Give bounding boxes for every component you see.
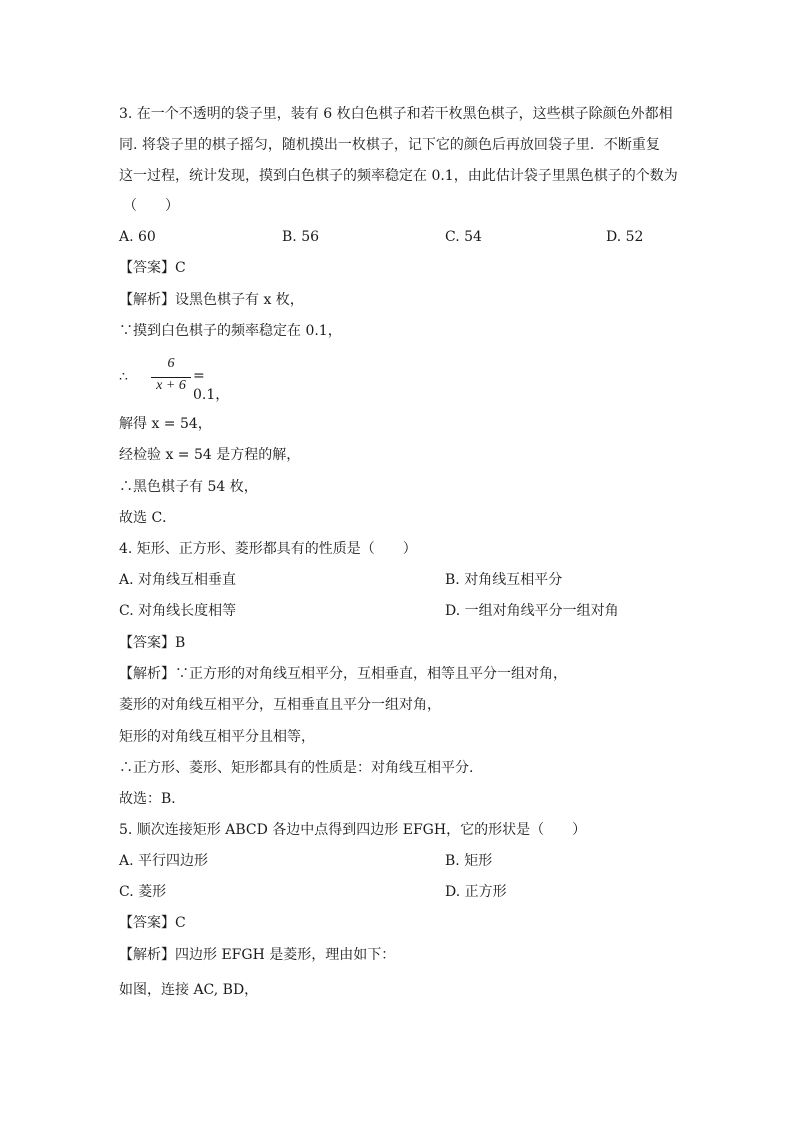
q3-stem-line-4: （ ） [123, 198, 179, 214]
q3-stem-line-3: 这一过程，统计发现，摸到白色棋子的频率稳定在 0.1，由此估计袋子里黑色棋子的个数为 [119, 168, 678, 184]
therefore-symbol: ∴ [119, 369, 128, 385]
q5-analysis-line-1: 【解析】四边形 EFGH 是菱形，理由如下： [119, 947, 396, 963]
q3-solution-line-4: 故选 C． [119, 510, 177, 526]
q3-fraction-equation [119, 356, 239, 403]
fraction-numerator: 6 [167, 356, 175, 371]
q4-analysis-line-4: ∴正方形、菱形、矩形都具有的性质是：对角线互相平分. [119, 760, 474, 776]
q5-option-b: B. 矩形 [445, 853, 493, 869]
q5-option-d: D. 正方形 [445, 884, 507, 900]
q3-option-a: A. 60 [119, 229, 156, 245]
q5-option-c: C. 菱形 [119, 884, 167, 900]
q3-analysis-line-2: ∵摸到白色棋子的频率稳定在 0.1， [119, 323, 342, 339]
q3-stem-line-2: 同. 将袋子里的棋子摇匀，随机摸出一枚棋子，记下它的颜色后再放回袋子里．不断重复 [119, 137, 660, 153]
q4-analysis-line-2: 菱形的对角线互相平分，互相垂直且平分一组对角， [119, 697, 441, 713]
q3-answer: 【答案】C [119, 260, 186, 276]
q5-option-a: A. 平行四边形 [119, 853, 209, 869]
q5-stem: 5. 顺次连接矩形 ABCD 各边中点得到四边形 EFGH，它的形状是（ ） [119, 822, 587, 838]
q3-stem-line-1: 3. 在一个不透明的袋子里，装有 6 枚白色棋子和若干枚黑色棋子，这些棋子除颜色外都相 [119, 106, 673, 122]
fraction-rhs: = 0.1， [193, 368, 230, 403]
q3-solution-line-3: ∴黑色棋子有 54 枚， [119, 479, 258, 495]
q3-option-d: D. 52 [606, 229, 644, 245]
fraction-denominator: x + 6 [156, 378, 186, 393]
q4-answer: 【答案】B [119, 635, 186, 651]
q4-option-d: D. 一组对角线平分一组对角 [445, 603, 619, 619]
q3-analysis-line-1: 【解析】设黑色棋子有 x 枚， [119, 292, 304, 308]
q4-option-a: A. 对角线互相垂直 [119, 572, 237, 588]
q3-solution-line-1: 解得 x = 54， [119, 416, 212, 432]
q4-option-c: C. 对角线长度相等 [119, 603, 237, 619]
q4-stem: 4. 矩形、正方形、菱形都具有的性质是（ ） [119, 541, 417, 557]
q4-analysis-line-1: 【解析】∵正方形的对角线互相平分，互相垂直，相等且平分一组对角， [119, 666, 567, 682]
q5-answer: 【答案】C [119, 915, 186, 931]
q4-option-b: B. 对角线互相平分 [445, 572, 563, 588]
q3-option-b: B. 56 [282, 229, 320, 245]
q5-analysis-line-2: 如图，连接 AC, BD， [119, 982, 259, 998]
q3-option-c: C. 54 [445, 229, 482, 245]
q4-analysis-line-3: 矩形的对角线互相平分且相等， [119, 729, 315, 745]
q3-solution-line-2: 经检验 x = 54 是方程的解， [119, 447, 301, 463]
q4-analysis-line-5: 故选：B． [119, 791, 186, 807]
